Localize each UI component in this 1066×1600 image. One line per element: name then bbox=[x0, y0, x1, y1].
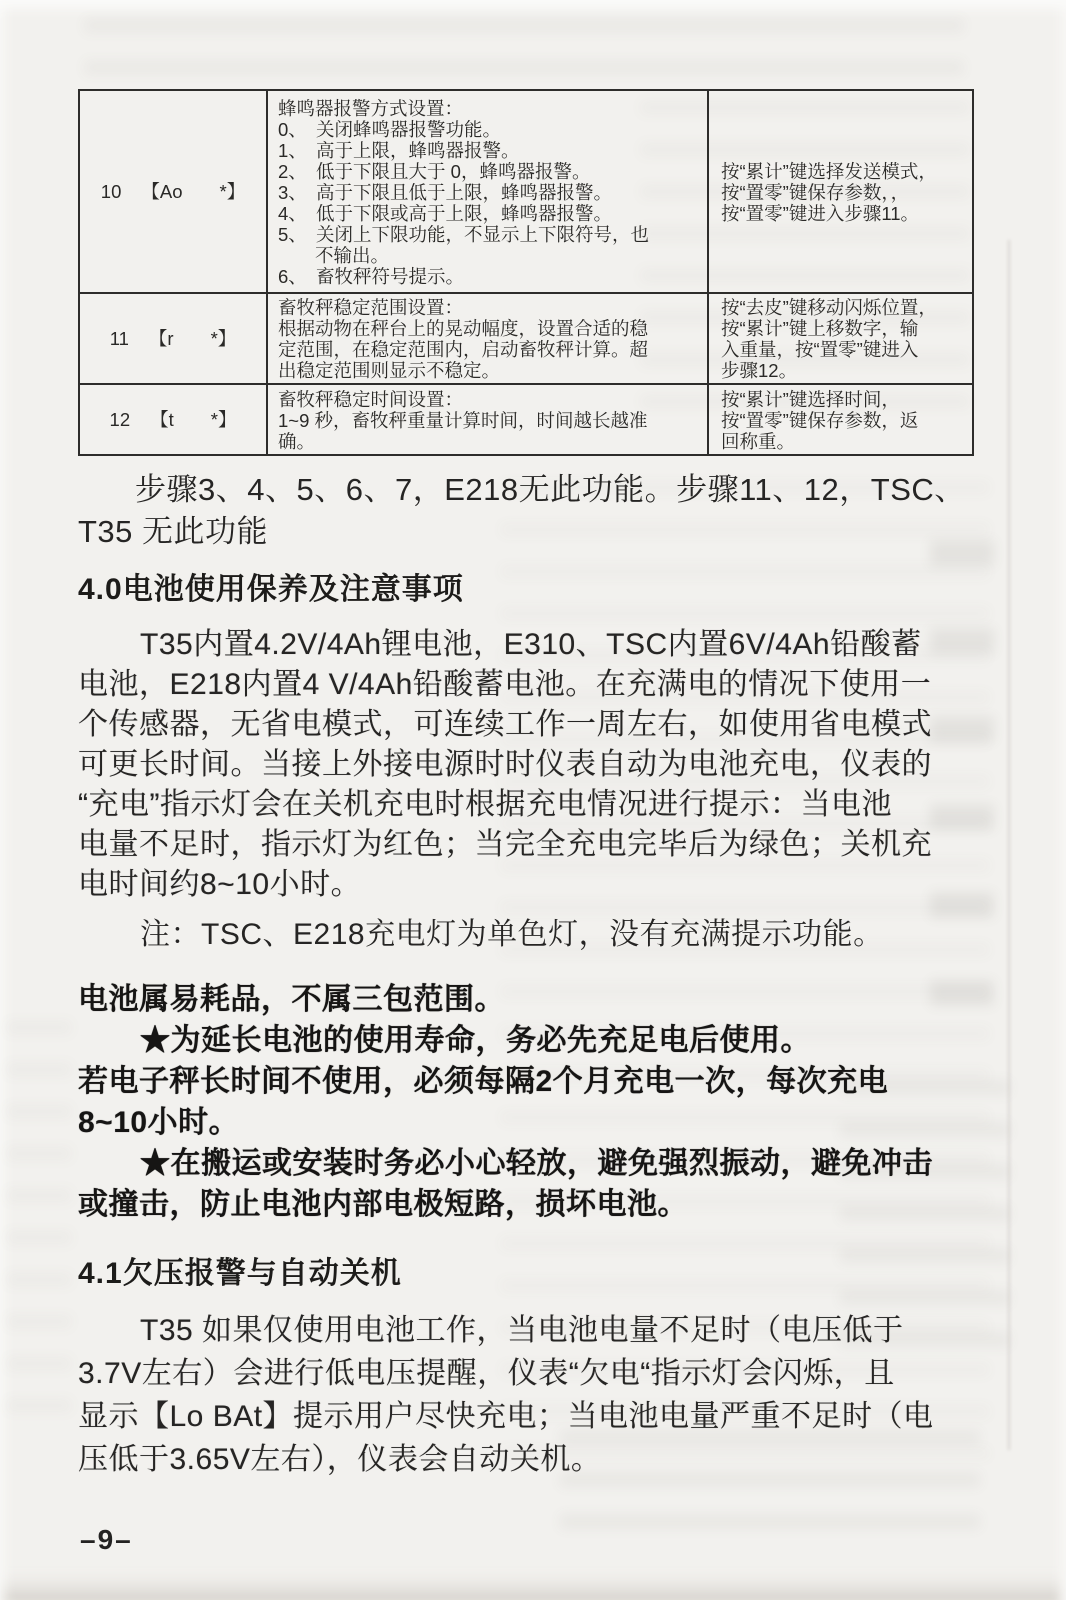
warranty-warning: 电池属易耗品，不属三包范围。 bbox=[78, 983, 505, 1016]
bleedthrough-artifact bbox=[6, 1020, 72, 1440]
handling-warning: ★在搬运或安装时务必小心轻放，避免强烈振动，避免冲击 或撞击，防止电池内部电极短路，损坏电池。 bbox=[78, 1147, 933, 1221]
battery-paragraph: T35内置4.2V/4Ah锂电池，E310、TSC内置6V/4Ah铅酸蓄 电池，E218内置4 V/4Ah铅酸蓄电池。在充满电的情况下使用一 个传感器，无省电模式，可连续工作一周左右，如使用省电模式 可更长时间。当接上外接电源时时仪表自动为电池充电，仪表的 “充电”指示灯会在关机充电时根据充电情况进行提示：当电池 电量不足时，指示灯为红色；当完全充电完毕后为绿色；关机充 电时间约8~10小时。 bbox=[78, 628, 932, 901]
steps-availability-note: 步骤3、4、5、6、7，E218无此功能。步骤11、12，TSC、 T35 无此功能 bbox=[78, 472, 966, 549]
settings-table bbox=[78, 89, 974, 456]
step-number: 10 bbox=[100, 181, 122, 202]
battery-note: 注：TSC、E218充电灯为单色灯，没有充满提示功能。 bbox=[140, 918, 884, 951]
table-row bbox=[79, 293, 973, 384]
page-content bbox=[78, 89, 970, 1481]
bleedthrough-table-line bbox=[1008, 240, 1010, 1450]
step-description-cell: 畜牧秤稳定时间设置： 1~9 秒，畜牧秤重量计算时间，时间越长越准 确。 bbox=[267, 384, 708, 455]
step-actions-cell: 按“累计”键选择发送模式， 按“置零”键保存参数，， 按“置零”键进入步骤11。 bbox=[708, 90, 973, 293]
step-number-cell bbox=[79, 90, 267, 293]
battery-warnings bbox=[78, 979, 970, 1225]
charging-warning: ★为延长电池的使用寿命，务必先充足电后使用。 若电子秤长时间不使用，必须每隔2个月充电一次，每次充电 8~10小时。 bbox=[78, 1024, 889, 1139]
step-number-cell bbox=[79, 384, 267, 455]
bleedthrough-artifact bbox=[84, 18, 964, 80]
step-number: 11 bbox=[109, 328, 129, 349]
page-number: –9– bbox=[80, 1524, 133, 1555]
step-key: 【t *】 bbox=[150, 409, 237, 430]
step-actions-cell: 按“累计”键选择时间， 按“置零”键保存参数，返 回称重。 bbox=[708, 384, 973, 455]
section-4-0-heading: 4.0电池使用保养及注意事项 bbox=[78, 573, 464, 606]
step-actions-cell: 按“去皮”键移动闪烁位置， 按“累计”键上移数字，输 入重量，按“置零”键进入 步骤12。 bbox=[708, 293, 973, 384]
table-row bbox=[79, 90, 973, 293]
table-row bbox=[79, 384, 973, 455]
step-key: 【Ao *】 bbox=[141, 181, 246, 202]
step-description-cell: 畜牧秤稳定范围设置： 根据动物在秤台上的晃动幅度，设置合适的稳 定范围，在稳定范围内，启动畜牧秤计算。超 出稳定范围则显示不稳定。 bbox=[267, 293, 708, 384]
step-number-cell bbox=[79, 293, 267, 384]
step-description-cell: 蜂鸣器报警方式设置： 0、 关闭蜂鸣器报警功能。 1、 高于上限，蜂鸣器报警。 2、 低于下限且大于 0，蜂鸣器报警。 3、 高于下限且低于上限，蜂鸣器报警。 4、 低于下限或高于上限，蜂鸣器报警。 5、 关闭上下限功能，不显示上下限符号，也 不输出。 6、 畜牧秤符号提示。 bbox=[267, 90, 708, 293]
low-voltage-paragraph: T35 如果仅使用电池工作，当电池电量不足时（电压低于 3.7V左右）会进行低电压提醒，仪表“欠电“指示灯会闪烁，且 显示【Lo BAt】提示用户尽快充电；当电池电量严重不足时（电 压低于3.65V左右），仪表会自动关机。 bbox=[78, 1314, 934, 1476]
step-number: 12 bbox=[109, 409, 131, 430]
section-4-1-heading: 4.1欠压报警与自动关机 bbox=[78, 1257, 402, 1290]
step-key: 【r *】 bbox=[148, 328, 237, 349]
